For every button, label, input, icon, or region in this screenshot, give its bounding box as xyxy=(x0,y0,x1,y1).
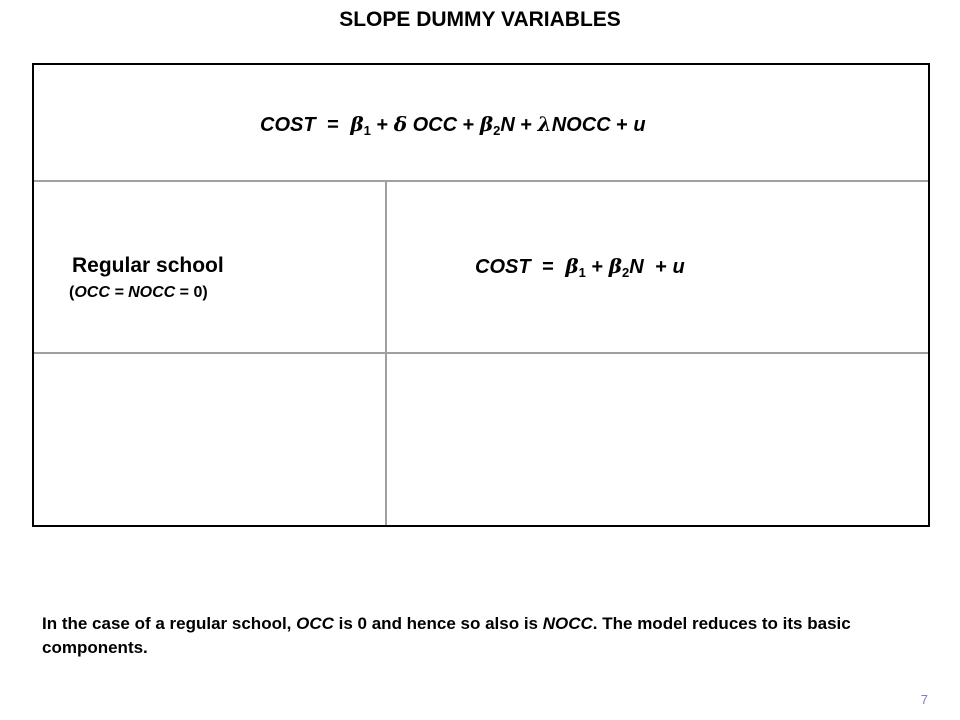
error-term: u xyxy=(672,256,685,278)
page-number: 7 xyxy=(920,692,928,707)
beta-symbol: β xyxy=(608,254,622,278)
beta-symbol: β xyxy=(565,254,579,278)
equals-sign: = xyxy=(327,114,339,136)
plus-sign: + xyxy=(591,256,604,278)
condition-open: ( xyxy=(69,284,75,301)
regular-school-equation xyxy=(475,254,685,280)
plus-sign: + xyxy=(376,114,389,136)
condition-close: = 0) xyxy=(175,284,208,301)
regular-school-label: Regular school xyxy=(72,254,224,277)
caption-part: In the case of a regular school, xyxy=(42,614,297,633)
beta1-subscript: 1 xyxy=(363,123,371,138)
regular-school-condition xyxy=(69,284,208,302)
lambda-symbol: λ xyxy=(537,112,552,136)
beta2-subscript: 2 xyxy=(493,123,501,138)
explanation-text xyxy=(42,612,922,660)
plus-sign: + xyxy=(655,256,667,278)
table-divider-top xyxy=(34,180,928,182)
beta2-subscript: 2 xyxy=(621,265,630,280)
model-table xyxy=(32,63,930,527)
slide-title: SLOPE DUMMY VARIABLES xyxy=(339,8,621,31)
plus-sign: + xyxy=(462,114,475,136)
cost-var: COST xyxy=(475,256,531,278)
caption-occ: OCC xyxy=(296,614,334,633)
plus-sign: + xyxy=(520,114,533,136)
plus-sign: + xyxy=(616,114,628,136)
full-model-equation xyxy=(260,112,646,138)
beta-symbol: β xyxy=(350,112,364,136)
occ-var: OCC xyxy=(412,114,458,136)
table-column-divider xyxy=(385,182,387,525)
condition-vars: OCC = NOCC xyxy=(74,284,176,301)
caption-part: . The model reduces to its basic components. xyxy=(42,614,851,657)
caption-nocc: NOCC xyxy=(542,614,593,633)
n-var: N xyxy=(629,256,644,278)
equals-sign: = xyxy=(542,256,554,278)
delta-symbol: δ xyxy=(393,112,408,136)
error-term: u xyxy=(633,114,646,136)
beta1-subscript: 1 xyxy=(578,265,586,280)
table-divider-middle xyxy=(34,352,928,354)
n-var: N xyxy=(500,114,515,136)
cost-var: COST xyxy=(260,114,316,136)
nocc-var: NOCC xyxy=(551,114,611,136)
caption-part: is 0 and hence so also is xyxy=(333,614,543,633)
beta-symbol: β xyxy=(479,112,494,136)
